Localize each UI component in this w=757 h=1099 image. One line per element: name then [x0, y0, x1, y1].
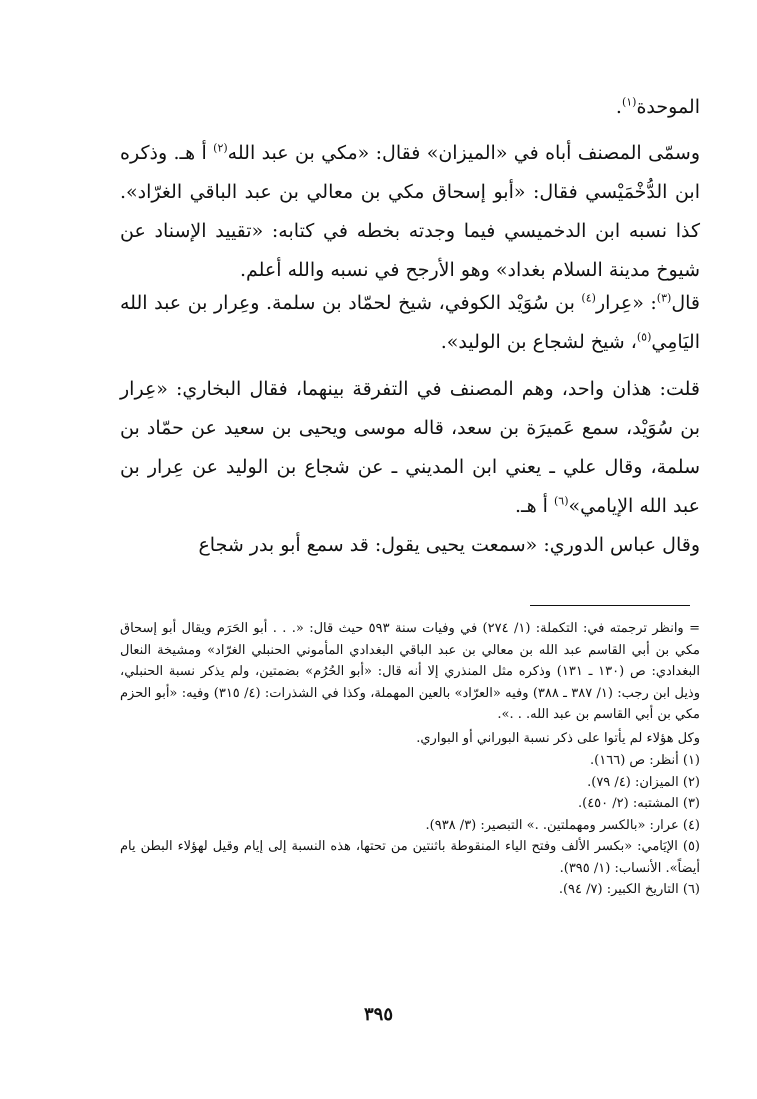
- footnote-list: [120, 750, 700, 901]
- footnote-ref-3: (٣): [656, 291, 672, 305]
- footnote-item: (٦) التاريخ الكبير: (٧/ ٩٤).: [558, 882, 700, 897]
- footnote-divider: [530, 605, 690, 606]
- footnote-continuation: = وانظر ترجمته في: التكملة: (١/ ٢٧٤) في وفيات سنة ٥٩٣ حيث قال: «. . . أبو الحَرَم ويقال أبو إسحاق مكي بن أبي القاسم عبد الله بن معالي بن عبد الباقي البغدادي المأموني الحنبلي الغرّاد» ومشيخة النعال البغدادي: ص (١٣٠ ـ ١٣١) وذكره مثل المنذري إلا أنه قال: «أبو الحُرُم» بضمتين، ولم يذكر نسبة الحنبلي، وذيل ابن رجب: (١/ ٣٨٧ ـ ٣٨٨) وفيه «العرّاد» بالعين المهملة، وكذا في الشذرات: (٤/ ٣١٥) وفيه: «أبو الحزم مكي بن أبي القاسم بن عبد الله. . .».: [120, 621, 701, 722]
- footnote-item: (٤) عرار: «بالكسر ومهملتين. .» التبصير: (٣/ ٩٣٨).: [425, 817, 700, 833]
- footnote-item: (٥) الإيَامي: «بكسر الألف وفتح الياء المنقوطة باثنتين من تحتها، هذه النسبة إلى إيام وقيل لهؤلاء البطن يام أيضاً». الأنساب: (١/ ٣٩٥).: [120, 839, 700, 876]
- footnote-ref-5: (٥): [636, 330, 652, 344]
- paragraph-3-text-d: ، شيخ لشجاع بن الوليد».: [440, 331, 637, 353]
- footnote-ref-2: (٢): [213, 141, 228, 155]
- paragraph-4-text-b: أ هـ.: [514, 495, 548, 517]
- footnote-ref-6: (٦): [553, 494, 569, 508]
- paragraph-1-text: الموحدة: [636, 96, 700, 118]
- paragraph-2-text-a: وسمّى المصنف أباه في «الميزان» فقال: «مكي بن عبد الله: [227, 142, 701, 164]
- footnote-item: (٢) الميزان: (٤/ ٧٩).: [587, 774, 700, 790]
- paragraph-3-text-c: بن سُوَيْد الكوفي، شيخ لحمّاد بن سلمة. وعِرار بن عبد الله اليَامِي: [120, 292, 700, 353]
- footnote-item: (١) أنظر: ص (١٦٦).: [590, 753, 700, 768]
- paragraph-2-text-b: أ هـ. وذكره ابن الدُّخْمَيْسي فقال: «أبو إسحاق مكي بن معالي بن عبد الباقي الغرّاد». كذا نسبه ابن الدخميسي فيما وجدته بخطه في كتابه: «تقييد الإسناد عن شيوخ مدينة السلام بغداد» وهو الأرجح في نسبه والله أعلم.: [120, 142, 700, 281]
- paragraph-1-end: .: [615, 96, 622, 118]
- footnote-extra-note: وكل هؤلاء لم يأتوا على ذكر نسبة البوراني أو البواري.: [416, 731, 700, 746]
- paragraph-4-text-a: قلت: هذان واحد، وهم المصنف في التفرقة بينهما، فقال البخاري: «عِرار بن سُوَيْد، سمع عَميرَة بن سعد، قاله موسى ويحيى بن سعيد عن حمّاد بن سلمة، وقال علي ـ يعني ابن المديني ـ عن شجاع بن الوليد عن عِرار بن عبد الله الإيامي»: [120, 378, 700, 517]
- paragraph-3-text-a: قال: [671, 292, 700, 314]
- footnote-ref-4: (٤): [581, 291, 596, 305]
- paragraph-5-text: وقال عباس الدوري: «سمعت يحيى يقول: قد سمع أبو بدر شجاع: [198, 534, 700, 556]
- paragraph-3: [120, 284, 700, 362]
- footnote-ref-1: (١): [621, 95, 637, 109]
- paragraph-5: [120, 526, 700, 565]
- footnote-item: (٣) المشتبه: (٢/ ٤٥٠).: [577, 796, 700, 811]
- paragraph-3-text-b: : «عِرار: [595, 292, 657, 314]
- page-number: ٣٩٥: [363, 1004, 393, 1025]
- paragraph-1: [120, 88, 700, 127]
- paragraph-2: [120, 134, 700, 290]
- paragraph-4: [120, 370, 700, 526]
